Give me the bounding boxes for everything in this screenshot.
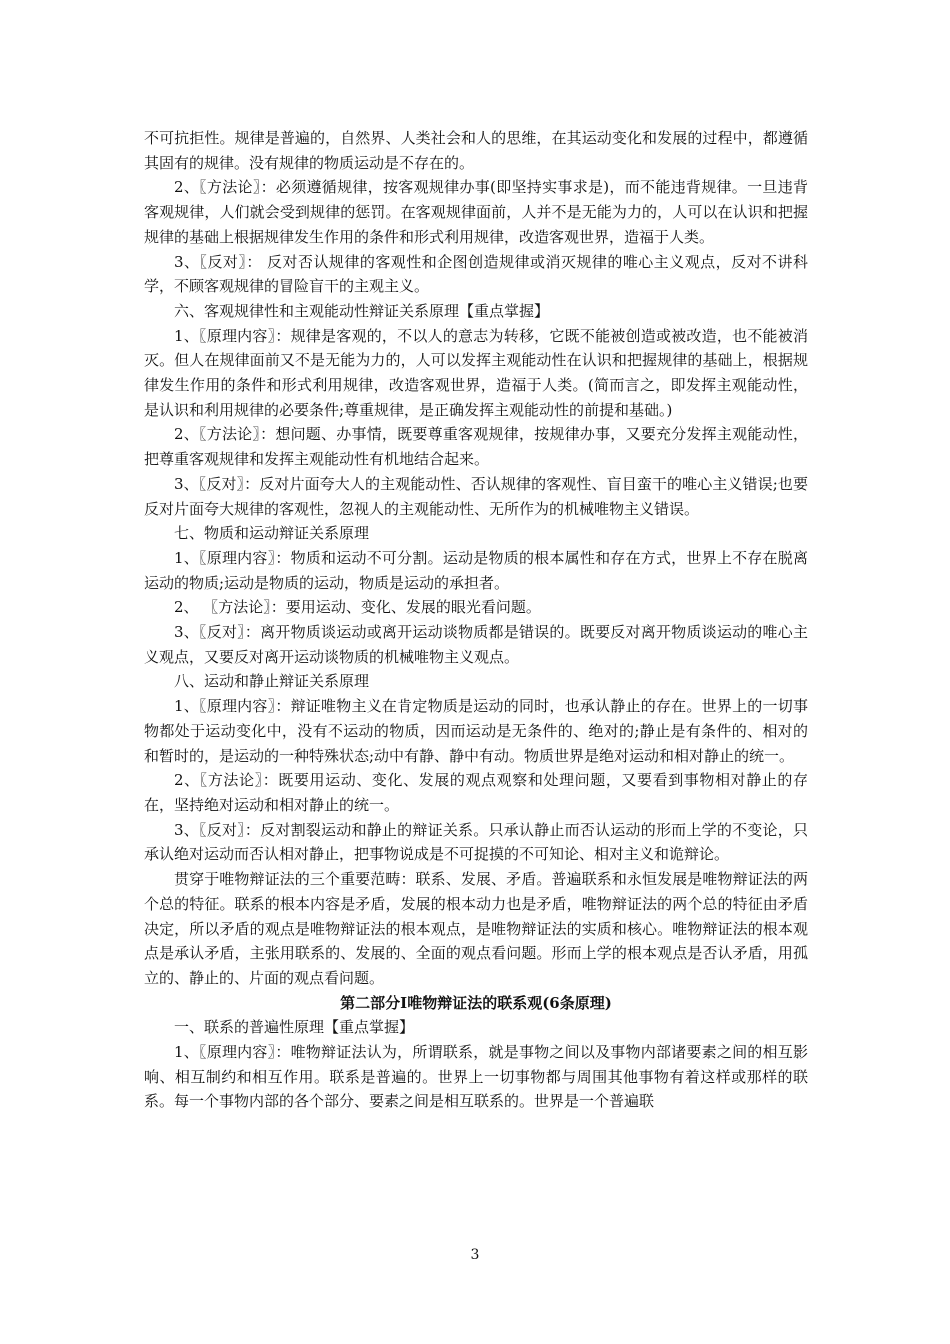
paragraph: 八、运动和静止辩证关系原理 <box>174 672 370 691</box>
section-heading: 第二部分Ⅰ唯物辩证法的联系观(6条原理) <box>340 993 612 1012</box>
paragraph: 贯穿于唯物辩证法的三个重要范畴：联系、发展、矛盾。普遍联系和永恒发展是唯物辩证法的两个总的特征。联系的根本内容是矛盾，发展的根本动力也是矛盾，唯物辩证法的两个总的特征由矛盾决定，所以矛盾的观点是唯物辩证法的根本观点，是唯物辩证法的实质和核心。唯物辩证法的根本观点是承认矛盾，主张用联系的、发展的、全面的观点看问题。形而上学的根本观点是否认矛盾，用孤立的、静止的、片面的观点看问题。 <box>144 870 808 987</box>
paragraph: 不可抗拒性。规律是普遍的，自然界、人类社会和人的思维，在其运动变化和发展的过程中，都遵循其固有的规律。没有规律的物质运动是不存在的。 <box>144 129 808 172</box>
paragraph: 六、客观规律性和主观能动性辩证关系原理【重点掌握】 <box>174 301 550 320</box>
page-number: 3 <box>470 1247 480 1263</box>
paragraph: 七、物质和运动辩证关系原理 <box>174 524 370 543</box>
paragraph: 2、〖方法论〗：既要用运动、变化、发展的观点观察和处理问题，又要看到事物相对静止的存在，坚持绝对运动和相对静止的统一。 <box>144 771 808 814</box>
paragraph: 1、〖原理内容〗：唯物辩证法认为，所谓联系，就是事物之间以及事物内部诸要素之间的相互影响、相互制约和相互作用。联系是普遍的。世界上一切事物都与周围其他事物有着这样或那样的联系。每一个事物内部的各个部分、要素之间是相互联系的。世界是一个普遍联 <box>144 1043 808 1111</box>
paragraph: 一、联系的普遍性原理【重点掌握】 <box>174 1018 415 1037</box>
paragraph: 1、〖原理内容〗：物质和运动不可分割。运动是物质的根本属性和存在方式，世界上不存在脱离运动的物质;运动是物质的运动，物质是运动的承担者。 <box>144 548 808 592</box>
paragraph: 2、〖方法论〗：必须遵循规律，按客观规律办事(即坚持实事求是)，而不能违背规律。一旦违背客观规律，人们就会受到规律的惩罚。在客观规律面前，人并不是无能为力的，人可以在认识和把握规律的基础上根据规律发生作用的条件和形式利用规律，改造客观世界，造福于人类。 <box>144 178 808 246</box>
paragraph: 2、 〖方法论〗：要用运动、变化、发展的眼光看问题。 <box>174 598 541 617</box>
paragraph: 1、〖原理内容〗：规律是客观的，不以人的意志为转移，它既不能被创造或被改造，也不能被消灭。但人在规律面前又不是无能为力的，人可以发挥主观能动性在认识和把握规律的基础上，根据规律发生作用的条件和形式利用规律，改造客观世界，造福于人类。(简而言之，即发挥主观能动性，是认识和利用规律的必要条件;尊重规律，是正确发挥主观能动性的前提和基础。) <box>144 326 808 419</box>
document-body <box>144 126 808 1114</box>
paragraph: 2、〖方法论〗：想问题、办事情，既要尊重客观规律，按规律办事，又要充分发挥主观能动性，把尊重客观规律和发挥主观能动性有机地结合起来。 <box>144 425 808 469</box>
paragraph: 3、〖反对〗：离开物质谈运动或离开运动谈物质都是错误的。既要反对离开物质谈运动的唯心主义观点，又要反对离开运动谈物质的机械唯物主义观点。 <box>144 623 808 666</box>
paragraph: 3、〖反对〗：反对割裂运动和静止的辩证关系。只承认静止而否认运动的形而上学的不变论，只承认绝对运动而否认相对静止，把事物说成是不可捉摸的不可知论、相对主义和诡辩论。 <box>144 820 808 864</box>
paragraph: 1、〖原理内容〗：辩证唯物主义在肯定物质是运动的同时，也承认静止的存在。世界上的一切事物都处于运动变化中，没有不运动的物质，因而运动是无条件的、绝对的;静止是有条件的、相对的和暂时的，是运动的一种特殊状态;动中有静、静中有动。物质世界是绝对运动和相对静止的统一。 <box>144 697 808 765</box>
paragraph: 3、〖反对〗：反对片面夸大人的主观能动性、否认规律的客观性、盲目蛮干的唯心主义错误;也要反对片面夸大规律的客观性，忽视人的主观能动性、无所作为的机械唯物主义错误。 <box>144 474 808 518</box>
paragraph: 3、〖反对〗： 反对否认规律的客观性和企图创造规律或消灭规律的唯心主义观点，反对不讲科学，不顾客观规律的冒险盲干的主观主义。 <box>144 252 808 296</box>
